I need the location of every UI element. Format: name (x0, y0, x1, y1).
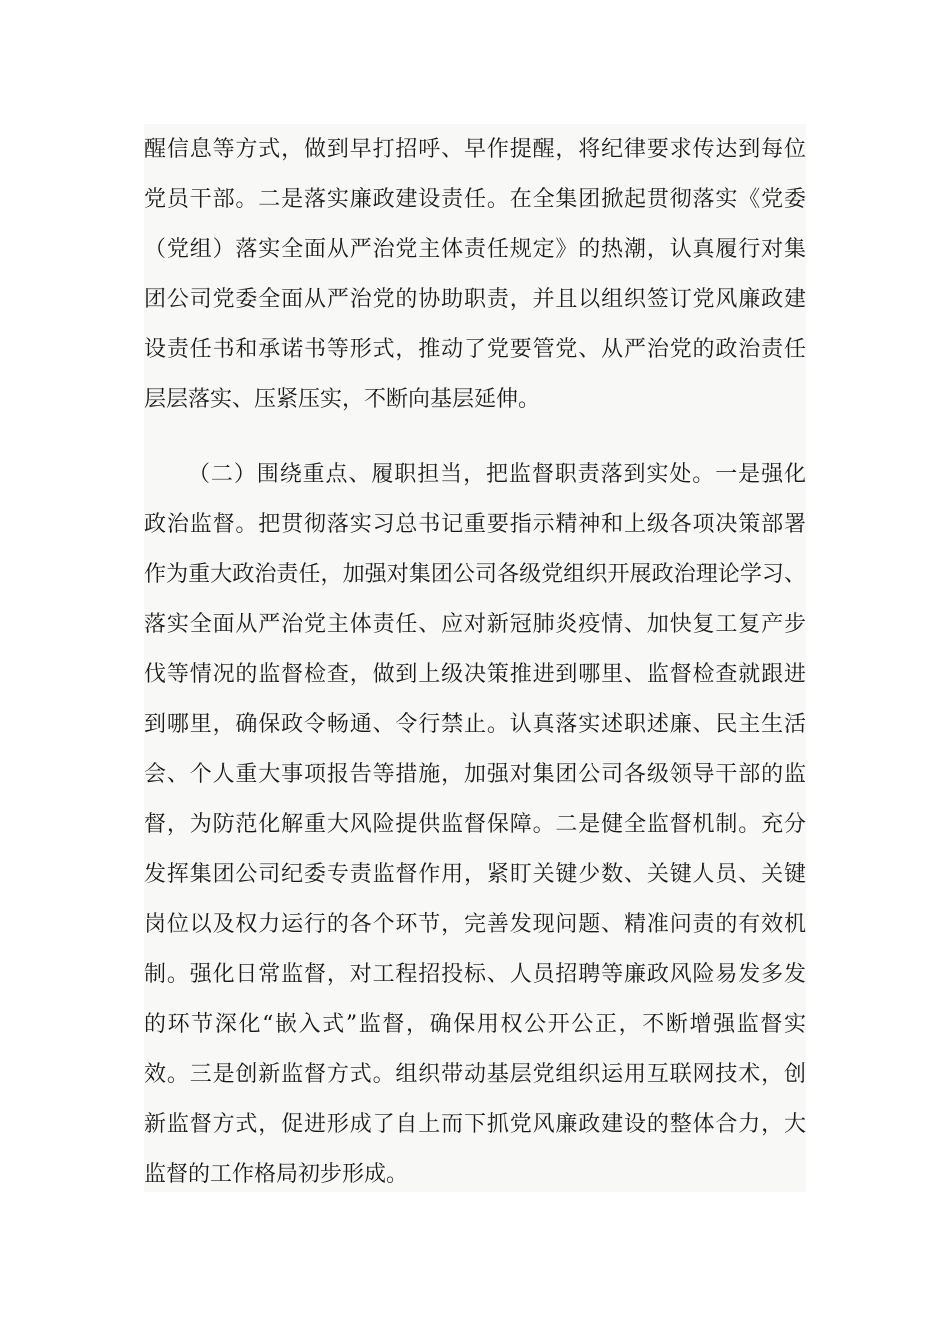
paragraph-block-1 (144, 124, 806, 450)
text-line: 效。三是创新监督方式。组织带动基层党组织运用互联网技术，创 (144, 1062, 806, 1087)
text-line: 制。强化日常监督，对工程招投标、人员招聘等廉政风险易发多发 (144, 962, 806, 987)
text-line: 团公司党委全面从严治党的协助职责，并且以组织签订党风廉政建 (144, 287, 806, 312)
text-line: （党组）落实全面从严治党主体责任规定》的热潮，认真履行对集 (144, 237, 806, 262)
text-line: 到哪里，确保政令畅通、令行禁止。认真落实述职述廉、民主生活 (144, 712, 806, 737)
text-line: 政治监督。把贯彻落实习总书记重要指示精神和上级各项决策部署 (144, 512, 806, 537)
text-line: 督，为防范化解重大风险提供监督保障。二是健全监督机制。充分 (144, 812, 806, 837)
text-line: 新监督方式，促进形成了自上而下抓党风廉政建设的整体合力，大 (144, 1112, 806, 1137)
text-line: 会、个人重大事项报告等措施，加强对集团公司各级领导干部的监 (144, 762, 806, 787)
text-line: 伐等情况的监督检查，做到上级决策推进到哪里、监督检查就跟进 (144, 662, 806, 687)
text-line: 监督的工作格局初步形成。 (144, 1162, 409, 1187)
text-line: 层层落实、压紧压实，不断向基层延伸。 (144, 387, 541, 412)
paragraph-block-2 (144, 450, 806, 1192)
text-line: 发挥集团公司纪委专责监督作用，紧盯关键少数、关键人员、关键 (144, 862, 806, 887)
text-line: 作为重大政治责任，加强对集团公司各级党组织开展政治理论学习、 (144, 562, 806, 587)
text-line: （二）围绕重点、履职担当，把监督职责落到实处。一是强化 (188, 462, 806, 487)
text-line: 党员干部。二是落实廉政建设责任。在全集团掀起贯彻落实《党委 (144, 187, 806, 212)
text-line: 的环节深化“嵌入式”监督，确保用权公开公正，不断增强监督实 (144, 1012, 806, 1037)
text-line: 落实全面从严治党主体责任、应对新冠肺炎疫情、加快复工复产步 (144, 612, 806, 637)
text-line: 醒信息等方式，做到早打招呼、早作提醒，将纪律要求传达到每位 (144, 137, 806, 162)
text-line: 岗位以及权力运行的各个环节，完善发现问题、精准问责的有效机 (144, 912, 806, 937)
text-line: 设责任书和承诺书等形式，推动了党要管党、从严治党的政治责任 (144, 337, 806, 362)
